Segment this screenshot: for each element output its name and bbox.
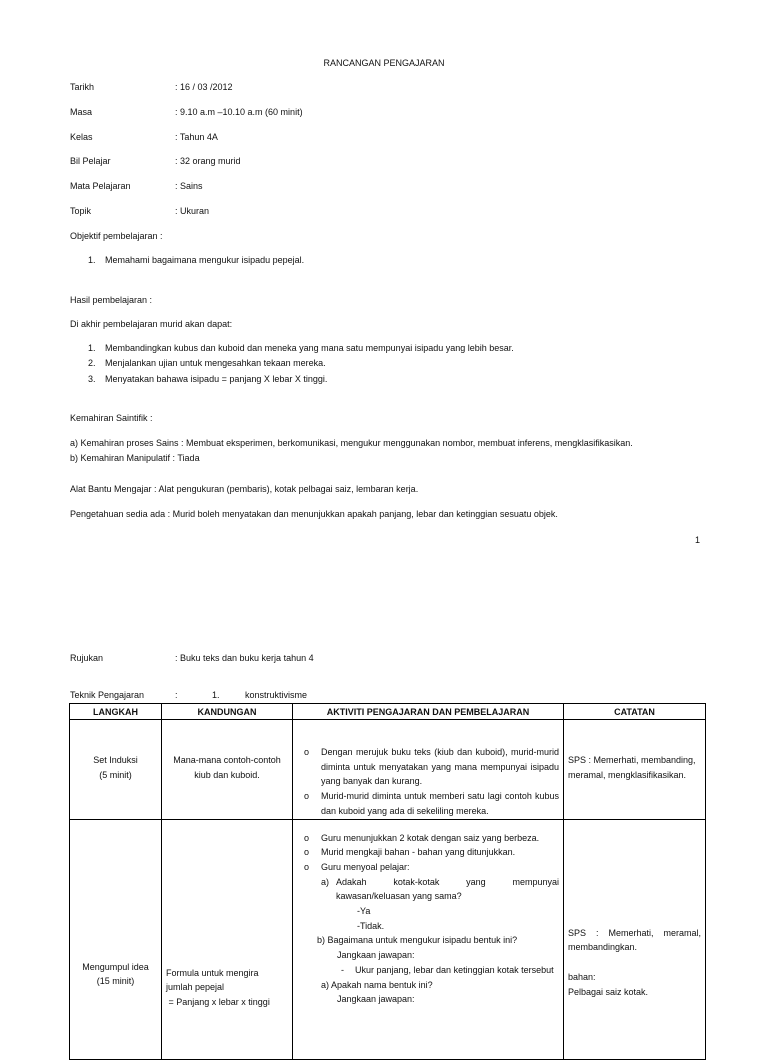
jangkaan-label: Jangkaan jawapan: — [337, 994, 415, 1005]
masa-label: Masa — [70, 107, 93, 117]
hasil-item: 1. Membandingkan kubus dan kuboid dan meneka yang mana satu mempunyai isipadu yang lebih besar. — [88, 343, 514, 353]
teknik-number: 1. — [212, 690, 220, 700]
kandungan-line: Mana-mana contoh-contoh — [173, 755, 281, 765]
bil-pelajar-value: : 32 orang murid — [175, 156, 241, 166]
kemahiran-heading: Kemahiran Saintifik : — [70, 413, 153, 423]
table-row — [70, 720, 706, 820]
jangkaan-label: Jangkaan jawapan: — [337, 950, 415, 961]
catatan-text: SPS : Memerhati, membanding, meramal, mengklasifikasikan. — [568, 755, 696, 780]
tarikh-label: Tarikh — [70, 82, 95, 92]
aktiviti-item: o Murid-murid diminta untuk memberi satu lagi contoh kubus dan kuboid yang ada di sekeliling mereka. — [321, 789, 559, 818]
alat-bantu-mengajar: Alat Bantu Mengajar : Alat pengukuran (pembaris), kotak pelbagai saiz, lembaran kerja. — [70, 484, 419, 494]
aktiviti-cell — [293, 720, 564, 820]
masa-value: : 9.10 a.m –10.10 a.m (60 minit) — [175, 107, 303, 117]
column-header: AKTIVITI PENGAJARAN DAN PEMBELAJARAN — [293, 704, 564, 720]
langkah-duration: (15 minit) — [96, 976, 135, 987]
catatan-cell — [564, 720, 706, 820]
aktiviti-item: o Dengan merujuk buku teks (kiub dan kuboid), murid-murid diminta untuk menyatakan yang mana mempunyai isipadu yang banyak dan kurang. — [321, 745, 559, 789]
mata-pelajaran-label: Mata Pelajaran — [70, 181, 131, 191]
kandungan-line: kiub dan kuboid. — [194, 769, 260, 780]
topik-label: Topik — [70, 206, 92, 216]
kandungan-line: = Panjang x lebar x tinggi — [166, 996, 270, 1007]
topik-value: : Ukuran — [175, 206, 210, 216]
expected-answer: - Ukur panjang, lebar dan ketinggian kotak tersebut — [341, 964, 554, 975]
table-row — [70, 819, 706, 1059]
bahan-value: Pelbagai saiz kotak. — [568, 986, 649, 997]
catatan-text: SPS : Memerhati, meramal, membandingkan. — [568, 927, 701, 953]
bahan-label: bahan: — [568, 971, 596, 982]
hasil-item: 2. Menjalankan ujian untuk mengesahkan tekaan mereka. — [88, 358, 326, 368]
kemahiran-manipulatif: b) Kemahiran Manipulatif : Tiada — [70, 453, 200, 463]
aktiviti-cell — [293, 819, 564, 1059]
question-a: a) Adakah kotak-kotak yang mempunyai kawasan/keluasan yang sama? — [321, 876, 559, 902]
kandungan-cell — [162, 720, 293, 820]
rujukan-label: Rujukan — [70, 653, 104, 663]
hasil-intro: Di akhir pembelajaran murid akan dapat: — [70, 319, 233, 329]
column-header: LANGKAH — [70, 704, 162, 720]
kelas-label: Kelas — [70, 132, 93, 142]
aktiviti-item: o Guru menunjukkan 2 kotak dengan saiz yang berbeza. — [321, 831, 559, 846]
langkah-name: Set Induksi — [93, 755, 138, 765]
page-number: 1 — [694, 535, 700, 545]
aktiviti-item: o Guru menyoal pelajar: — [321, 860, 559, 875]
lesson-plan-table — [69, 703, 706, 1060]
aktiviti-list — [297, 745, 559, 819]
question-b: b) Bagaimana untuk mengukur isipadu bentuk ini? — [317, 935, 518, 946]
langkah-name: Mengumpul idea — [82, 961, 149, 972]
bil-pelajar-label: Bil Pelajar — [70, 156, 111, 166]
aktiviti-list — [297, 831, 559, 875]
pengetahuan-sedia-ada: Pengetahuan sedia ada : Murid boleh menyatakan dan menunjukkan apakah panjang, lebar dan ketinggian sesuatu objek. — [70, 509, 558, 519]
column-header: CATATAN — [564, 704, 706, 720]
teknik-colon: : — [175, 690, 178, 700]
hasil-heading: Hasil pembelajaran : — [70, 295, 153, 305]
teknik-value: konstruktivisme — [245, 690, 308, 700]
tarikh-value: : 16 / 03 /2012 — [175, 82, 233, 92]
rujukan-value: : Buku teks dan buku kerja tahun 4 — [175, 653, 314, 663]
kandungan-line: Formula untuk mengira jumlah pepejal — [166, 967, 259, 993]
mata-pelajaran-value: : Sains — [175, 181, 203, 191]
teknik-label: Teknik Pengajaran — [70, 690, 145, 700]
langkah-cell — [70, 819, 162, 1059]
objektif-heading: Objektif pembelajaran : — [70, 231, 163, 241]
table-header-row — [70, 704, 706, 720]
kelas-value: : Tahun 4A — [175, 132, 218, 142]
objektif-item: 1. Memahami bagaimana mengukur isipadu pepejal. — [88, 255, 305, 265]
question-a2: a) Apakah nama bentuk ini? — [321, 979, 433, 990]
catatan-cell — [564, 819, 706, 1059]
langkah-cell — [70, 720, 162, 820]
langkah-duration: (5 minit) — [99, 769, 132, 780]
aktiviti-item: o Murid mengkaji bahan - bahan yang ditunjukkan. — [321, 845, 559, 860]
kandungan-cell — [162, 819, 293, 1059]
kemahiran-proses-sains: a) Kemahiran proses Sains : Membuat eksperimen, berkomunikasi, mengukur menggunakan nombor, membuat inferens, mengklasifikasikan. — [70, 438, 633, 448]
column-header: KANDUNGAN — [162, 704, 293, 720]
answer-no: -Tidak. — [357, 920, 385, 931]
hasil-item: 3. Menyatakan bahawa isipadu = panjang X lebar X tinggi. — [88, 374, 328, 384]
document-title: RANCANGAN PENGAJARAN — [323, 58, 445, 68]
answer-yes: -Ya — [357, 906, 371, 917]
